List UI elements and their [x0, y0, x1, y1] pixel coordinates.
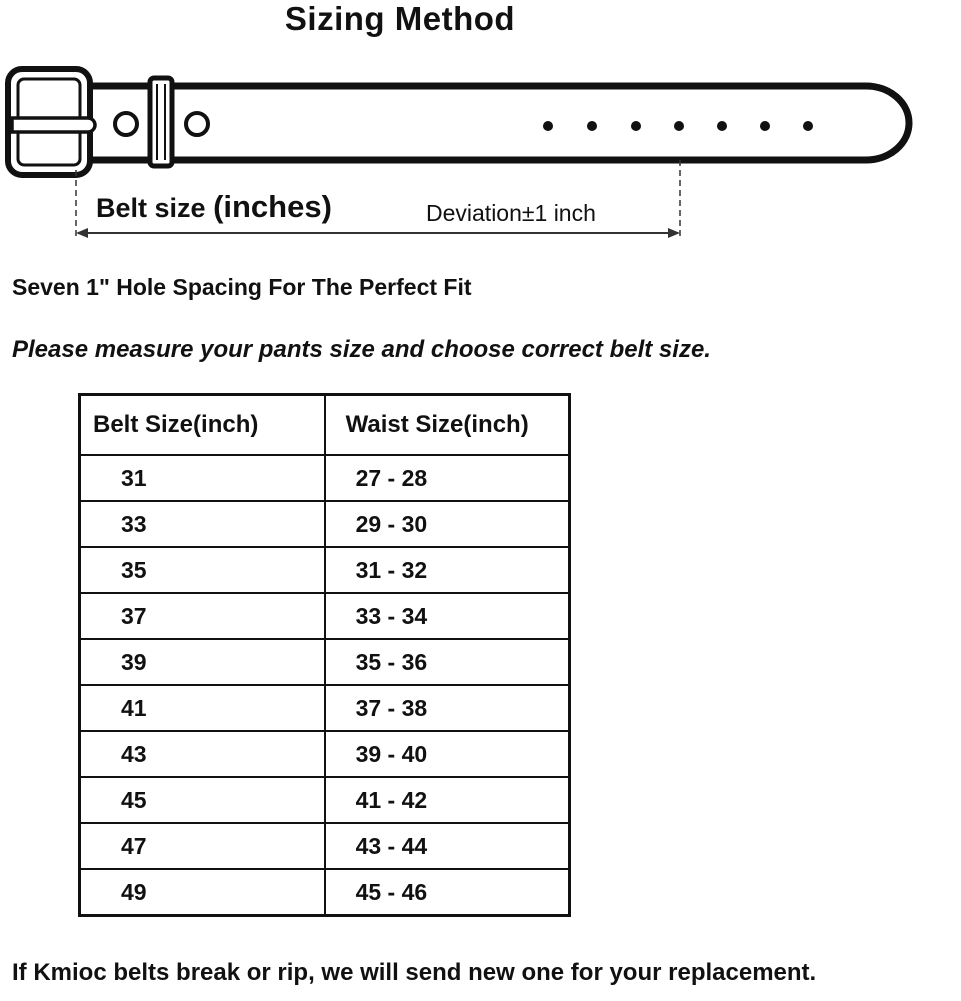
belt-size-cell: 41: [80, 685, 325, 731]
table-row: [80, 777, 570, 823]
waist-size-cell: 37 - 38: [325, 685, 570, 731]
belt-size-cell: 31: [80, 455, 325, 501]
measure-instruction: Please measure your pants size and choose correct belt size.: [12, 336, 711, 363]
belt-size-unit: (inches): [213, 189, 332, 224]
adjustment-holes: [543, 121, 813, 131]
waist-size-cell: 41 - 42: [325, 777, 570, 823]
belt-size-cell: 45: [80, 777, 325, 823]
belt-size-cell: 49: [80, 869, 325, 916]
waist-size-cell: 29 - 30: [325, 501, 570, 547]
header-belt-size: Belt Size(inch): [80, 395, 325, 456]
belt-size-cell: 35: [80, 547, 325, 593]
belt-size-label: [96, 189, 332, 224]
waist-size-cell: 27 - 28: [325, 455, 570, 501]
belt-size-cell: 39: [80, 639, 325, 685]
table-row: [80, 455, 570, 501]
table-row: [80, 869, 570, 916]
eyelet-hole: [186, 113, 208, 135]
belt-size-cell: 43: [80, 731, 325, 777]
deviation-note: Deviation±1 inch: [426, 200, 596, 226]
waist-size-cell: 31 - 32: [325, 547, 570, 593]
table-row: [80, 823, 570, 869]
belt-size-cell: 37: [80, 593, 325, 639]
size-chart-table: [78, 393, 571, 917]
belt-keeper: [150, 78, 172, 166]
eyelet-hole: [115, 113, 137, 135]
table-row: [80, 685, 570, 731]
belt-size-cell: 33: [80, 501, 325, 547]
table-row: [80, 731, 570, 777]
table-row: [80, 639, 570, 685]
waist-size-cell: 33 - 34: [325, 593, 570, 639]
belt-size-text: Belt size: [96, 193, 206, 223]
page-title: Sizing Method: [284, 0, 516, 37]
table-row: [80, 593, 570, 639]
waist-size-cell: 35 - 36: [325, 639, 570, 685]
buckle-prong: [12, 118, 95, 132]
replacement-guarantee: If Kmioc belts break or rip, we will send new one for your replacement.: [12, 959, 817, 986]
table-row: [80, 547, 570, 593]
table-header-row: [80, 395, 570, 456]
waist-size-cell: 43 - 44: [325, 823, 570, 869]
belt-size-cell: 47: [80, 823, 325, 869]
hole-spacing-note: Seven 1" Hole Spacing For The Perfect Fit: [12, 274, 472, 300]
header-waist-size: Waist Size(inch): [325, 395, 570, 456]
table-row: [80, 501, 570, 547]
waist-size-cell: 45 - 46: [325, 869, 570, 916]
waist-size-cell: 39 - 40: [325, 731, 570, 777]
